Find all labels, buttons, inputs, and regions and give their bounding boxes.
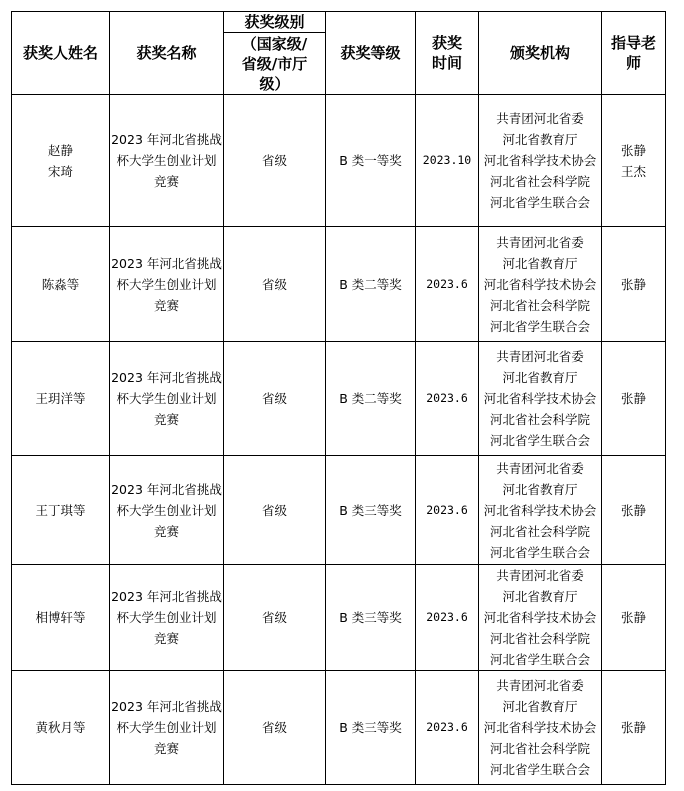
header-org: 颁奖机构 bbox=[479, 12, 602, 95]
award-line: 竞赛 bbox=[153, 523, 179, 539]
org-line: 河北省教育厅 bbox=[502, 481, 578, 497]
advisor-name: 张静 bbox=[620, 502, 646, 518]
table-row bbox=[12, 227, 666, 342]
award-line: 2023 年河北省挑战 bbox=[111, 481, 222, 497]
cell-names bbox=[12, 342, 110, 456]
header-advisor bbox=[602, 12, 666, 95]
cell-level: 省级 bbox=[224, 342, 326, 456]
header-level-sub-line: 级） bbox=[259, 74, 290, 93]
cell-orgs bbox=[479, 227, 602, 342]
cell-level: 省级 bbox=[224, 456, 326, 565]
cell-award bbox=[110, 95, 224, 227]
cell-award bbox=[110, 342, 224, 456]
cell-level: 省级 bbox=[224, 227, 326, 342]
advisor-name: 张静 bbox=[620, 142, 646, 158]
org-line: 共青团河北省委 bbox=[496, 460, 584, 476]
award-line: 2023 年河北省挑战 bbox=[111, 370, 222, 385]
org-line: 河北省科学技术协会 bbox=[483, 276, 597, 292]
cell-orgs bbox=[479, 95, 602, 227]
org-line: 河北省科学技术协会 bbox=[483, 720, 597, 735]
org-line: 河北省科学技术协会 bbox=[483, 502, 597, 518]
table-header bbox=[12, 12, 666, 95]
cell-level: 省级 bbox=[224, 95, 326, 227]
advisor-name: 王杰 bbox=[620, 163, 646, 179]
header-advisor-line: 指导老 bbox=[610, 34, 656, 52]
advisor-name: 张静 bbox=[620, 720, 646, 735]
award-line: 竞赛 bbox=[153, 631, 179, 646]
cell-names bbox=[12, 95, 110, 227]
org-line: 河北省教育厅 bbox=[502, 589, 578, 604]
cell-advisors bbox=[602, 565, 666, 671]
cell-award bbox=[110, 227, 224, 342]
org-line: 河北省科学技术协会 bbox=[483, 610, 597, 625]
org-line: 河北省社会科学院 bbox=[489, 174, 590, 189]
org-line: 河北省教育厅 bbox=[502, 132, 578, 147]
cell-time: 2023.6 bbox=[416, 565, 479, 671]
cell-level: 省级 bbox=[224, 565, 326, 671]
advisor-name: 张静 bbox=[620, 276, 646, 292]
cell-grade: B 类三等奖 bbox=[326, 456, 416, 565]
cell-orgs bbox=[479, 342, 602, 456]
cell-grade: B 类二等奖 bbox=[326, 227, 416, 342]
org-line: 河北省教育厅 bbox=[502, 370, 578, 385]
award-line: 竞赛 bbox=[153, 412, 179, 427]
cell-time: 2023.6 bbox=[416, 227, 479, 342]
org-line: 河北省社会科学院 bbox=[489, 741, 590, 756]
award-line: 杯大学生创业计划 bbox=[116, 720, 217, 735]
cell-grade: B 类三等奖 bbox=[326, 671, 416, 785]
cell-orgs bbox=[479, 671, 602, 785]
header-grade: 获奖等级 bbox=[326, 12, 416, 95]
header-level-title: 获奖级别 bbox=[224, 12, 326, 33]
cell-names bbox=[12, 227, 110, 342]
cell-advisors bbox=[602, 671, 666, 785]
award-line: 2023 年河北省挑战 bbox=[111, 589, 222, 604]
advisor-name: 张静 bbox=[620, 610, 646, 625]
cell-award bbox=[110, 565, 224, 671]
header-level-sub bbox=[224, 33, 326, 95]
cell-award bbox=[110, 456, 224, 565]
org-line: 河北省社会科学院 bbox=[489, 297, 590, 313]
cell-advisors bbox=[602, 95, 666, 227]
org-line: 共青团河北省委 bbox=[496, 111, 584, 126]
org-line: 共青团河北省委 bbox=[496, 349, 584, 364]
cell-time: 2023.10 bbox=[416, 95, 479, 227]
award-line: 2023 年河北省挑战 bbox=[111, 699, 222, 714]
award-line: 2023 年河北省挑战 bbox=[111, 132, 222, 147]
cell-grade: B 类三等奖 bbox=[326, 565, 416, 671]
org-line: 河北省学生联合会 bbox=[489, 318, 590, 334]
header-level-sub-line: 省级/市厅 bbox=[241, 54, 308, 73]
recipient-name: 宋琦 bbox=[47, 163, 73, 179]
recipient-name: 王丁琪等 bbox=[35, 502, 86, 518]
table-row bbox=[12, 342, 666, 456]
org-line: 河北省科学技术协会 bbox=[483, 391, 597, 406]
header-time-line: 获奖 bbox=[431, 34, 462, 52]
cell-time: 2023.6 bbox=[416, 671, 479, 785]
header-level-sub-line: （国家级/ bbox=[241, 34, 308, 53]
cell-grade: B 类二等奖 bbox=[326, 342, 416, 456]
cell-level: 省级 bbox=[224, 671, 326, 785]
org-line: 河北省社会科学院 bbox=[489, 631, 590, 646]
header-time-line: 时间 bbox=[431, 54, 462, 72]
award-line: 竞赛 bbox=[153, 741, 179, 756]
advisor-name: 张静 bbox=[620, 391, 646, 406]
cell-advisors bbox=[602, 342, 666, 456]
cell-names bbox=[12, 456, 110, 565]
cell-orgs bbox=[479, 565, 602, 671]
cell-grade: B 类一等奖 bbox=[326, 95, 416, 227]
cell-advisors bbox=[602, 456, 666, 565]
award-line: 杯大学生创业计划 bbox=[116, 502, 217, 518]
cell-advisors bbox=[602, 227, 666, 342]
header-award-name: 获奖名称 bbox=[110, 12, 224, 95]
org-line: 河北省社会科学院 bbox=[489, 412, 590, 427]
header-advisor-line: 师 bbox=[625, 54, 641, 72]
award-line: 杯大学生创业计划 bbox=[116, 610, 217, 625]
org-line: 河北省学生联合会 bbox=[489, 433, 590, 448]
award-line: 杯大学生创业计划 bbox=[116, 391, 217, 406]
recipient-name: 陈淼等 bbox=[41, 276, 80, 292]
award-line: 杯大学生创业计划 bbox=[116, 153, 217, 168]
org-line: 河北省科学技术协会 bbox=[483, 153, 597, 168]
org-line: 共青团河北省委 bbox=[496, 234, 584, 250]
header-name: 获奖人姓名 bbox=[12, 12, 110, 95]
org-line: 河北省教育厅 bbox=[502, 255, 578, 271]
header-time bbox=[416, 12, 479, 95]
table-row bbox=[12, 95, 666, 227]
org-line: 河北省学生联合会 bbox=[489, 195, 590, 210]
table-row bbox=[12, 565, 666, 671]
award-line: 2023 年河北省挑战 bbox=[111, 255, 222, 271]
org-line: 共青团河北省委 bbox=[496, 678, 584, 693]
org-line: 河北省社会科学院 bbox=[489, 523, 590, 539]
org-line: 河北省学生联合会 bbox=[489, 652, 590, 667]
cell-time: 2023.6 bbox=[416, 342, 479, 456]
award-line: 竞赛 bbox=[153, 297, 179, 313]
org-line: 河北省教育厅 bbox=[502, 699, 578, 714]
cell-time: 2023.6 bbox=[416, 456, 479, 565]
award-line: 竞赛 bbox=[153, 174, 179, 189]
org-line: 河北省学生联合会 bbox=[489, 544, 590, 560]
recipient-name: 黄秋月等 bbox=[35, 720, 86, 735]
table-row bbox=[12, 456, 666, 565]
cell-names bbox=[12, 671, 110, 785]
org-line: 共青团河北省委 bbox=[496, 568, 584, 583]
table-body bbox=[12, 95, 666, 785]
recipient-name: 相博轩等 bbox=[35, 610, 86, 625]
award-line: 杯大学生创业计划 bbox=[116, 276, 217, 292]
recipient-name: 王玥洋等 bbox=[35, 391, 86, 406]
cell-names bbox=[12, 565, 110, 671]
cell-award bbox=[110, 671, 224, 785]
table-row bbox=[12, 671, 666, 785]
recipient-name: 赵静 bbox=[47, 142, 73, 158]
cell-orgs bbox=[479, 456, 602, 565]
org-line: 河北省学生联合会 bbox=[489, 762, 590, 777]
awards-table bbox=[11, 11, 666, 785]
